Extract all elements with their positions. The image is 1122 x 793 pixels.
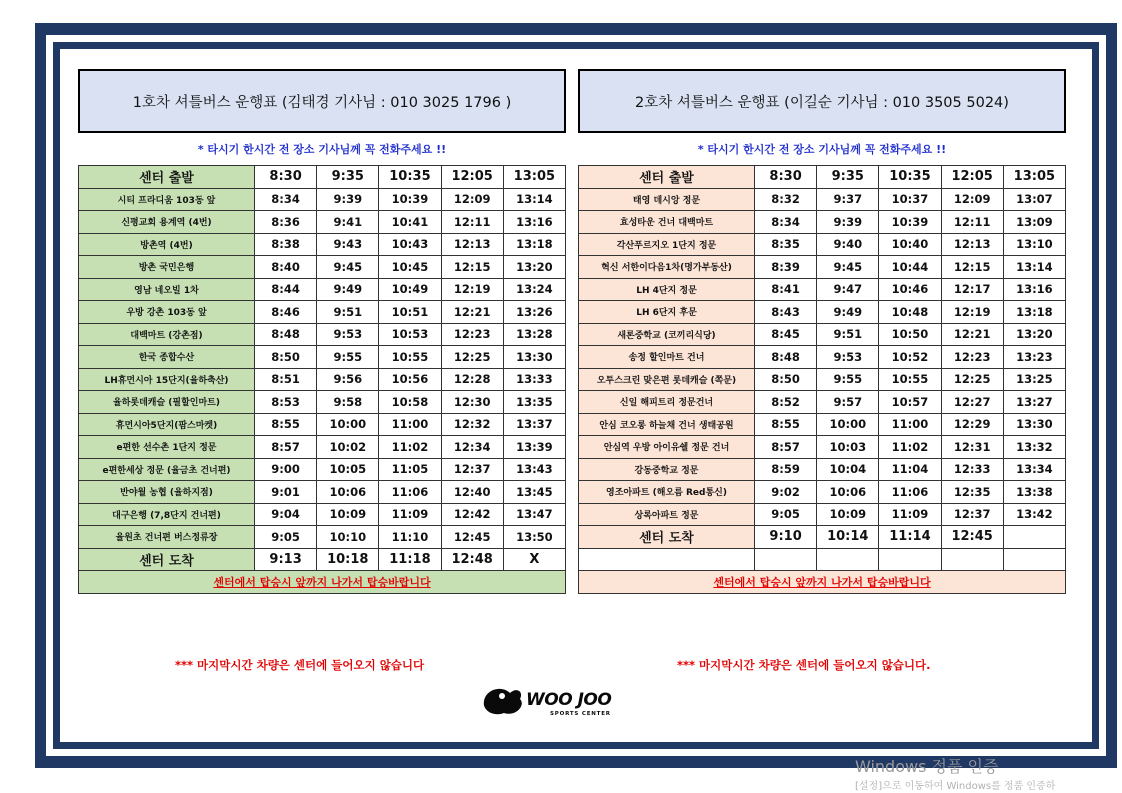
time-cell (1003, 526, 1065, 549)
time-cell: 11:18 (379, 548, 441, 571)
time-cell: 13:32 (1003, 436, 1065, 459)
time-cell: 8:48 (755, 346, 817, 369)
time-cell: 13:09 (1003, 211, 1065, 234)
time-cell: 13:10 (1003, 233, 1065, 256)
time-cell: 10:41 (379, 211, 441, 234)
time-cell: 9:51 (817, 323, 879, 346)
time-cell: 11:02 (379, 436, 441, 459)
time-cell: 12:40 (441, 481, 503, 504)
time-cell: 11:14 (879, 526, 941, 549)
time-cell: 10:09 (817, 503, 879, 526)
time-cell: 10:45 (379, 256, 441, 279)
time-cell: 10:52 (879, 346, 941, 369)
time-cell: 9:57 (817, 391, 879, 414)
time-cell: 13:20 (1003, 323, 1065, 346)
stop-row (579, 233, 1066, 256)
empty-cell (817, 548, 879, 571)
stop-name: 센터 출발 (79, 166, 255, 189)
stop-row (79, 413, 566, 436)
time-cell: 10:43 (379, 233, 441, 256)
stop-name: 센터 도착 (79, 548, 255, 571)
time-cell: 13:16 (1003, 278, 1065, 301)
stop-name: LH 4단지 정문 (579, 278, 755, 301)
stop-name: 신평교회 용계역 (4번) (79, 211, 255, 234)
stop-name: 혁신 서한이다음1차(명가부동산) (579, 256, 755, 279)
stop-name: 상록아파트 정문 (579, 503, 755, 526)
time-cell: 12:37 (441, 458, 503, 481)
time-cell: 10:35 (879, 166, 941, 189)
time-cell: 9:37 (817, 188, 879, 211)
time-cell: 9:49 (317, 278, 379, 301)
woojoo-logo (480, 683, 660, 719)
empty-cell (1003, 548, 1065, 571)
time-cell: 13:16 (503, 211, 565, 234)
stop-name: 시티 프라디움 103동 앞 (79, 188, 255, 211)
stop-row (79, 301, 566, 324)
time-cell: 8:43 (755, 301, 817, 324)
stop-name: 송정 할인마트 건너 (579, 346, 755, 369)
svg-text:SPORTS CENTER: SPORTS CENTER (550, 711, 611, 717)
time-cell: 8:32 (755, 188, 817, 211)
time-cell: 13:25 (1003, 368, 1065, 391)
time-cell: 11:05 (379, 458, 441, 481)
time-cell: 9:02 (755, 481, 817, 504)
time-cell: 8:50 (255, 346, 317, 369)
stop-row (579, 481, 1066, 504)
time-cell: 9:00 (255, 458, 317, 481)
time-cell: 12:27 (941, 391, 1003, 414)
time-cell: 12:21 (941, 323, 1003, 346)
time-cell: 10:44 (879, 256, 941, 279)
time-cell: 10:05 (317, 458, 379, 481)
bus2-footer: 센터에서 탑승시 앞까지 나가서 탑승바랍니다 (578, 571, 1066, 594)
time-cell: 13:23 (1003, 346, 1065, 369)
stop-row (79, 503, 566, 526)
time-cell: 13:30 (503, 346, 565, 369)
time-cell: 9:53 (817, 346, 879, 369)
time-cell: 10:55 (879, 368, 941, 391)
time-cell: 11:09 (379, 503, 441, 526)
time-cell: 9:01 (255, 481, 317, 504)
time-cell: 10:00 (317, 413, 379, 436)
bus1-notice: * 타시기 한시간 전 장소 기사님께 꼭 전화주세요 !! (197, 143, 447, 156)
stop-name: e편한 선수촌 1단지 정문 (79, 436, 255, 459)
stop-row (79, 436, 566, 459)
time-cell: 10:58 (379, 391, 441, 414)
time-cell: 13:50 (503, 526, 565, 549)
stop-row (79, 256, 566, 279)
departure-row (79, 166, 566, 189)
stop-name: 새론중학교 (코끼리식당) (579, 323, 755, 346)
stop-name: 각산푸르지오 1단지 정문 (579, 233, 755, 256)
time-cell: 10:50 (879, 323, 941, 346)
time-cell: 9:58 (317, 391, 379, 414)
time-cell: 8:50 (755, 368, 817, 391)
time-cell: 8:57 (255, 436, 317, 459)
stop-row (79, 233, 566, 256)
stop-row (79, 278, 566, 301)
empty-cell (879, 548, 941, 571)
stop-row (79, 346, 566, 369)
time-cell: 12:13 (941, 233, 1003, 256)
time-cell: 12:25 (441, 346, 503, 369)
time-cell: 9:40 (817, 233, 879, 256)
time-cell: 10:39 (379, 188, 441, 211)
stop-name: 영조아파트 (해오름 Red통신) (579, 481, 755, 504)
time-cell: 11:06 (379, 481, 441, 504)
time-cell: 12:35 (941, 481, 1003, 504)
svg-text:WOO JOO: WOO JOO (526, 690, 612, 710)
time-cell: 12:19 (441, 278, 503, 301)
time-cell: X (503, 548, 565, 571)
stop-row (579, 458, 1066, 481)
time-cell: 12:45 (441, 526, 503, 549)
stop-name: 율원초 건너편 버스정류장 (79, 526, 255, 549)
bus1-last-note: *** 마지막시간 차량은 센터에 들어오지 않습니다 (175, 658, 425, 672)
time-cell: 12:42 (441, 503, 503, 526)
time-cell: 9:41 (317, 211, 379, 234)
time-cell: 12:13 (441, 233, 503, 256)
time-cell: 10:37 (879, 188, 941, 211)
time-cell: 9:45 (317, 256, 379, 279)
stop-row (579, 188, 1066, 211)
time-cell: 9:53 (317, 323, 379, 346)
stop-row (579, 256, 1066, 279)
time-cell: 11:10 (379, 526, 441, 549)
stop-name: 우방 강촌 103동 앞 (79, 301, 255, 324)
logo-mark-icon (480, 683, 660, 719)
stop-row (79, 458, 566, 481)
time-cell: 9:56 (317, 368, 379, 391)
time-cell: 13:37 (503, 413, 565, 436)
time-cell: 10:06 (817, 481, 879, 504)
time-cell: 9:13 (255, 548, 317, 571)
time-cell: 9:04 (255, 503, 317, 526)
time-cell: 8:38 (255, 233, 317, 256)
time-cell: 12:21 (441, 301, 503, 324)
time-cell: 13:45 (503, 481, 565, 504)
time-cell: 13:05 (1003, 166, 1065, 189)
time-cell: 9:55 (817, 368, 879, 391)
stop-row (579, 323, 1066, 346)
stop-name: 율하롯데캐슬 (필할인마트) (79, 391, 255, 414)
time-cell: 13:26 (503, 301, 565, 324)
time-cell: 13:18 (1003, 301, 1065, 324)
time-cell: 10:03 (817, 436, 879, 459)
time-cell: 10:04 (817, 458, 879, 481)
time-cell: 13:34 (1003, 458, 1065, 481)
time-cell: 8:30 (255, 166, 317, 189)
stop-row (79, 211, 566, 234)
time-cell: 8:59 (755, 458, 817, 481)
time-cell: 12:23 (441, 323, 503, 346)
stop-row (579, 211, 1066, 234)
time-cell: 8:51 (255, 368, 317, 391)
stop-row (579, 278, 1066, 301)
stop-name: 한국 종합수산 (79, 346, 255, 369)
bus2-last-note: *** 마지막시간 차량은 센터에 들어오지 않습니다. (677, 658, 931, 672)
time-cell: 10:48 (879, 301, 941, 324)
time-cell: 10:40 (879, 233, 941, 256)
time-cell: 8:55 (255, 413, 317, 436)
time-cell: 10:57 (879, 391, 941, 414)
time-cell: 12:05 (941, 166, 1003, 189)
empty-row (579, 548, 1066, 571)
time-cell: 8:40 (255, 256, 317, 279)
time-cell: 10:56 (379, 368, 441, 391)
arrival-row (579, 526, 1066, 549)
time-cell: 12:15 (441, 256, 503, 279)
stop-name: 영남 네오빌 1차 (79, 278, 255, 301)
stop-name: 대백마트 (강촌점) (79, 323, 255, 346)
time-cell: 8:53 (255, 391, 317, 414)
time-cell: 9:39 (817, 211, 879, 234)
time-cell: 12:11 (441, 211, 503, 234)
time-cell: 9:55 (317, 346, 379, 369)
stop-name: 센터 출발 (579, 166, 755, 189)
time-cell: 10:39 (879, 211, 941, 234)
arrival-row (79, 548, 566, 571)
stop-name: e편한세상 정문 (율금초 건너편) (79, 458, 255, 481)
time-cell: 13:47 (503, 503, 565, 526)
stop-name: 휴먼시아5단지(팜스마켓) (79, 413, 255, 436)
bus1-title: 1호차 셔틀버스 운행표 (김태경 기사님 : 010 3025 1796 ) (78, 69, 566, 133)
time-cell: 13:14 (503, 188, 565, 211)
time-cell: 12:29 (941, 413, 1003, 436)
time-cell: 8:30 (755, 166, 817, 189)
time-cell: 12:37 (941, 503, 1003, 526)
stop-name: 방촌역 (4번) (79, 233, 255, 256)
time-cell: 9:35 (317, 166, 379, 189)
time-cell: 12:19 (941, 301, 1003, 324)
bus1-panel (78, 69, 566, 594)
stop-row (79, 368, 566, 391)
time-cell: 8:41 (755, 278, 817, 301)
time-cell: 12:09 (941, 188, 1003, 211)
bus2-notice: * 타시기 한시간 전 장소 기사님께 꼭 전화주세요 !! (697, 143, 947, 156)
time-cell: 13:30 (1003, 413, 1065, 436)
time-cell: 10:06 (317, 481, 379, 504)
stop-row (79, 391, 566, 414)
time-cell: 10:51 (379, 301, 441, 324)
time-cell: 10:10 (317, 526, 379, 549)
time-cell: 10:18 (317, 548, 379, 571)
time-cell: 12:15 (941, 256, 1003, 279)
time-cell: 13:18 (503, 233, 565, 256)
bus2-title: 2호차 셔틀버스 운행표 (이길순 기사님 : 010 3505 5024) (578, 69, 1066, 133)
bus2-schedule-table (578, 165, 1066, 571)
time-cell: 9:45 (817, 256, 879, 279)
time-cell: 13:43 (503, 458, 565, 481)
time-cell: 11:04 (879, 458, 941, 481)
time-cell: 12:23 (941, 346, 1003, 369)
time-cell: 11:06 (879, 481, 941, 504)
time-cell: 9:51 (317, 301, 379, 324)
stop-name: 센터 도착 (579, 526, 755, 549)
time-cell: 8:39 (755, 256, 817, 279)
time-cell: 10:55 (379, 346, 441, 369)
time-cell: 12:30 (441, 391, 503, 414)
time-cell: 9:05 (755, 503, 817, 526)
time-cell: 8:34 (255, 188, 317, 211)
time-cell: 13:39 (503, 436, 565, 459)
time-cell: 13:05 (503, 166, 565, 189)
stop-row (579, 503, 1066, 526)
time-cell: 8:48 (255, 323, 317, 346)
time-cell: 13:14 (1003, 256, 1065, 279)
time-cell: 8:35 (755, 233, 817, 256)
stop-row (579, 346, 1066, 369)
time-cell: 8:44 (255, 278, 317, 301)
stop-name: 대구은행 (7,8단지 건너편) (79, 503, 255, 526)
time-cell: 13:27 (1003, 391, 1065, 414)
time-cell: 10:14 (817, 526, 879, 549)
empty-cell (579, 548, 755, 571)
time-cell: 13:28 (503, 323, 565, 346)
stop-name: 오투스크린 맞은편 롯데캐슬 (쪽문) (579, 368, 755, 391)
time-cell: 11:00 (879, 413, 941, 436)
time-cell: 10:46 (879, 278, 941, 301)
time-cell: 10:49 (379, 278, 441, 301)
time-cell: 9:35 (817, 166, 879, 189)
time-cell: 9:43 (317, 233, 379, 256)
time-cell: 13:38 (1003, 481, 1065, 504)
stop-row (579, 368, 1066, 391)
time-cell: 12:31 (941, 436, 1003, 459)
bus1-footer: 센터에서 탑승시 앞까지 나가서 탑승바랍니다 (78, 571, 566, 594)
time-cell: 12:17 (941, 278, 1003, 301)
time-cell: 13:07 (1003, 188, 1065, 211)
time-cell: 9:10 (755, 526, 817, 549)
time-cell: 13:20 (503, 256, 565, 279)
windows-activation-sub: [설정]으로 이동하여 Windows를 정품 인증하 (855, 781, 1056, 792)
stop-name: 안심 코오롱 하늘채 건너 생태공원 (579, 413, 755, 436)
time-cell: 11:09 (879, 503, 941, 526)
time-cell: 8:46 (255, 301, 317, 324)
time-cell: 10:00 (817, 413, 879, 436)
departure-row (579, 166, 1066, 189)
stop-name: 효성타운 건너 대백마트 (579, 211, 755, 234)
time-cell: 8:55 (755, 413, 817, 436)
stop-name: 태영 데시앙 정문 (579, 188, 755, 211)
windows-activation-watermark: Windows 정품 인증 (855, 757, 999, 776)
time-cell: 10:09 (317, 503, 379, 526)
time-cell: 8:36 (255, 211, 317, 234)
bus1-schedule-table (78, 165, 566, 571)
time-cell: 13:24 (503, 278, 565, 301)
stop-name: 안심역 우방 아이유쉘 정문 건너 (579, 436, 755, 459)
stop-row (579, 413, 1066, 436)
stop-name: LH 6단지 후문 (579, 301, 755, 324)
time-cell: 12:28 (441, 368, 503, 391)
empty-cell (941, 548, 1003, 571)
time-cell: 8:34 (755, 211, 817, 234)
stop-row (79, 323, 566, 346)
time-cell: 8:52 (755, 391, 817, 414)
stop-name: LH휴먼시아 15단지(율하축산) (79, 368, 255, 391)
stop-name: 강동중학교 정문 (579, 458, 755, 481)
empty-cell (755, 548, 817, 571)
stop-name: 신일 해피트리 정문건너 (579, 391, 755, 414)
stop-name: 반야월 농협 (율하지점) (79, 481, 255, 504)
stop-row (579, 436, 1066, 459)
time-cell: 11:00 (379, 413, 441, 436)
time-cell: 10:02 (317, 436, 379, 459)
stop-row (79, 526, 566, 549)
bus2-panel (578, 69, 1066, 594)
time-cell: 12:09 (441, 188, 503, 211)
time-cell: 12:48 (441, 548, 503, 571)
time-cell: 9:47 (817, 278, 879, 301)
time-cell: 12:05 (441, 166, 503, 189)
time-cell: 12:32 (441, 413, 503, 436)
time-cell: 12:45 (941, 526, 1003, 549)
time-cell: 12:11 (941, 211, 1003, 234)
time-cell: 9:39 (317, 188, 379, 211)
stop-name: 방촌 국민은행 (79, 256, 255, 279)
time-cell: 13:42 (1003, 503, 1065, 526)
time-cell: 11:02 (879, 436, 941, 459)
stop-row (579, 301, 1066, 324)
time-cell: 10:35 (379, 166, 441, 189)
time-cell: 13:33 (503, 368, 565, 391)
time-cell: 8:45 (755, 323, 817, 346)
time-cell: 12:34 (441, 436, 503, 459)
time-cell: 9:49 (817, 301, 879, 324)
time-cell: 10:53 (379, 323, 441, 346)
time-cell: 13:35 (503, 391, 565, 414)
time-cell: 12:25 (941, 368, 1003, 391)
stop-row (579, 391, 1066, 414)
stop-row (79, 481, 566, 504)
time-cell: 8:57 (755, 436, 817, 459)
time-cell: 12:33 (941, 458, 1003, 481)
stop-row (79, 188, 566, 211)
time-cell: 9:05 (255, 526, 317, 549)
